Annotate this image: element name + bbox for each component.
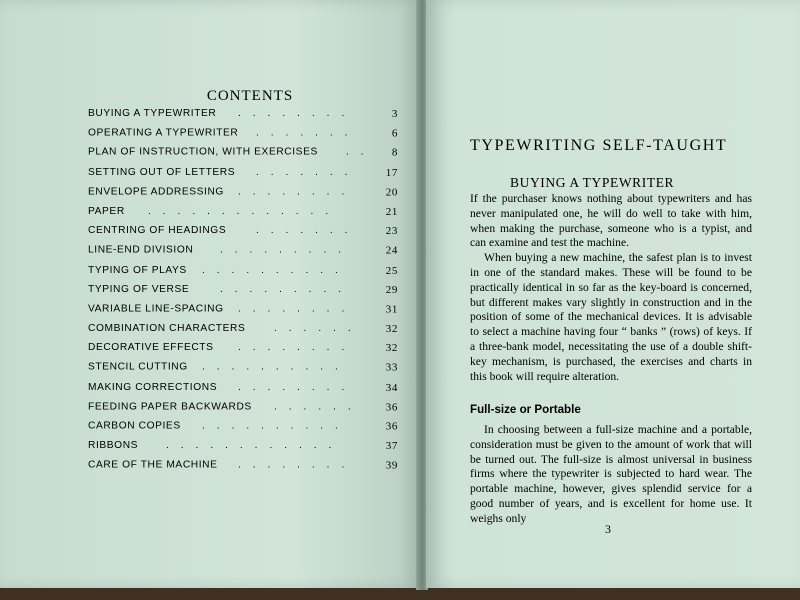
toc-entry-label: BUYING A TYPEWRITER bbox=[88, 108, 217, 119]
toc-leader-dots: ............. bbox=[148, 205, 341, 217]
toc-entry-page: 20 bbox=[385, 186, 398, 199]
toc-entry bbox=[88, 147, 398, 166]
toc-entry-page: 33 bbox=[385, 361, 398, 374]
toc-leader-dots: ............ bbox=[166, 440, 344, 452]
toc-entry-label: CARE OF THE MACHINE bbox=[88, 459, 218, 471]
toc-entry-label: LINE-END DIVISION bbox=[88, 244, 194, 256]
toc-entry bbox=[88, 264, 398, 283]
toc-entry-label: MAKING CORRECTIONS bbox=[88, 381, 218, 393]
toc-leader-dots: ....... bbox=[256, 127, 360, 139]
toc-entry-page: 32 bbox=[385, 322, 398, 335]
paragraph-2: When buying a new machine, the safest plan is to invest in one of the standard makes. These will be found to be practically identical in so far as the key-board is concerned, but different makes vary slightly in construction and in the position of some of the mechanical devices. It is advisable to select a machine having four “ banks ” (rows) of keys. If a three-bank model, necessitating the use of a double shift-key mechanism, is purchased, the exercises and charts in this book will require alteration. bbox=[470, 251, 752, 383]
body-text-intro bbox=[470, 192, 752, 384]
toc-entry-page: 37 bbox=[385, 440, 398, 453]
toc-entry-label: ENVELOPE ADDRESSING bbox=[88, 186, 224, 198]
toc-entry bbox=[88, 382, 398, 401]
toc-entry-page: 24 bbox=[385, 244, 398, 257]
toc-leader-dots: .......... bbox=[202, 264, 350, 276]
toc-entry bbox=[88, 303, 398, 322]
toc-entry-page: 36 bbox=[385, 420, 398, 433]
toc-leader-dots: .......... bbox=[202, 420, 350, 432]
toc-entry bbox=[88, 245, 398, 264]
toc-entry-page: 17 bbox=[385, 166, 398, 179]
toc-entry bbox=[88, 225, 398, 244]
toc-leader-dots: ...... bbox=[274, 401, 363, 413]
toc-entry-label: PAPER bbox=[88, 205, 125, 217]
toc-leader-dots: ........ bbox=[238, 186, 357, 198]
toc-leader-dots: ...... bbox=[274, 322, 363, 334]
toc-entry-label: FEEDING PAPER BACKWARDS bbox=[88, 401, 252, 413]
toc-entry bbox=[88, 362, 398, 381]
toc-entry bbox=[88, 460, 398, 479]
toc-entry bbox=[88, 421, 398, 440]
toc-leader-dots: ........ bbox=[238, 342, 357, 354]
toc-entry-label: CARBON COPIES bbox=[88, 420, 181, 432]
toc-leader-dots: ........ bbox=[238, 108, 357, 119]
toc-entry-page: 36 bbox=[385, 401, 398, 414]
toc-entry-page: 23 bbox=[385, 225, 398, 238]
toc-entry-page: 39 bbox=[385, 459, 398, 472]
toc-entry-page: 25 bbox=[385, 264, 398, 277]
toc-entry-page: 8 bbox=[391, 147, 398, 160]
toc-entry-label: VARIABLE LINE-SPACING bbox=[88, 303, 224, 315]
toc-entry-label: CENTRING OF HEADINGS bbox=[88, 225, 227, 237]
body-text-portable bbox=[470, 423, 752, 527]
toc-entry bbox=[88, 206, 398, 225]
toc-entry-label: DECORATIVE EFFECTS bbox=[88, 342, 214, 354]
toc-entry-page: 21 bbox=[385, 205, 398, 218]
toc-entry-page: 29 bbox=[385, 283, 398, 296]
paragraph-1: If the purchaser knows nothing about typewriters and has never manipulated one, he will do well to take with him, when making the purchase, someone who is a typist, and can examine and test the machine. bbox=[470, 192, 752, 250]
book-title: TYPEWRITING SELF-TAUGHT bbox=[470, 137, 728, 154]
toc-leader-dots: .......... bbox=[202, 361, 350, 373]
toc-leader-dots: ....... bbox=[256, 166, 360, 178]
toc-entry-label: COMBINATION CHARACTERS bbox=[88, 322, 246, 334]
toc-leader-dots: .. bbox=[346, 147, 376, 159]
toc-leader-dots: ......... bbox=[220, 244, 354, 256]
toc-entry-label: PLAN OF INSTRUCTION, WITH EXERCISES bbox=[88, 147, 318, 159]
toc-entry bbox=[88, 167, 398, 186]
toc-entry bbox=[88, 186, 398, 205]
toc-entry-label: RIBBONS bbox=[88, 440, 139, 452]
toc-entry-page: 32 bbox=[385, 342, 398, 355]
toc-entry bbox=[88, 342, 398, 361]
toc-entry-label: OPERATING A TYPEWRITER bbox=[88, 127, 239, 139]
toc-entry bbox=[88, 323, 398, 342]
toc-entry-page: 31 bbox=[385, 303, 398, 316]
toc-entry bbox=[88, 108, 398, 127]
contents-heading: CONTENTS bbox=[206, 88, 294, 104]
toc-leader-dots: ......... bbox=[220, 283, 354, 295]
toc-leader-dots: ........ bbox=[238, 459, 357, 471]
table-of-contents bbox=[88, 108, 398, 473]
toc-leader-dots: ........ bbox=[238, 303, 357, 315]
toc-entry bbox=[88, 440, 398, 459]
toc-entry-page: 6 bbox=[391, 127, 398, 140]
toc-entry bbox=[88, 128, 398, 147]
paragraph-3: In choosing between a full-size machine and a portable, consideration must be given to the amount of work that will be turned out. The full-size is almost universal in business firms where the typewriter is subjected to hard wear. The portable machine, however, gives splendid service for a good number of years, and is excellent for home use. It weighs only bbox=[470, 423, 752, 525]
section-title: BUYING A TYPEWRITER bbox=[510, 175, 675, 190]
toc-entry-label: STENCIL CUTTING bbox=[88, 361, 188, 373]
toc-entry-label: TYPING OF VERSE bbox=[88, 283, 190, 295]
toc-entry-page: 34 bbox=[385, 381, 398, 394]
toc-entry-label: SETTING OUT OF LETTERS bbox=[88, 166, 236, 178]
toc-entry bbox=[88, 401, 398, 420]
page-number: 3 bbox=[605, 522, 611, 536]
toc-entry-page: 3 bbox=[391, 108, 398, 120]
subheading: Full-size or Portable bbox=[470, 403, 581, 416]
toc-leader-dots: ....... bbox=[256, 225, 360, 237]
toc-entry bbox=[88, 284, 398, 303]
toc-entry-label: TYPING OF PLAYS bbox=[88, 264, 187, 276]
toc-leader-dots: ........ bbox=[238, 381, 357, 393]
